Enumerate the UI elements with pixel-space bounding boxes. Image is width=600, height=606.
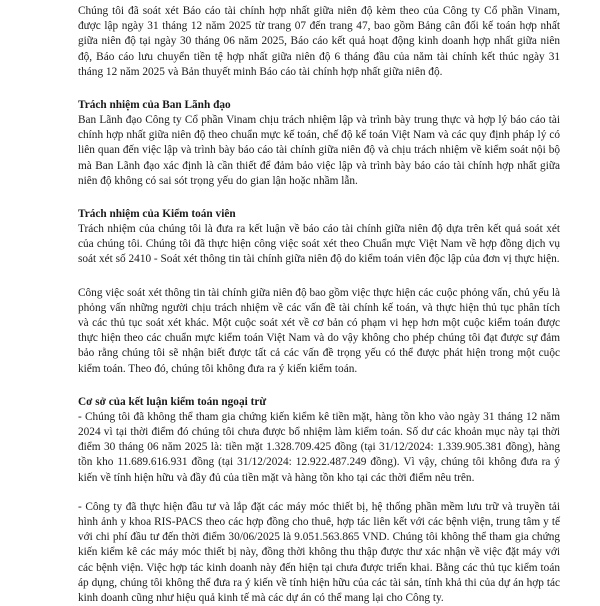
auditor-paragraph-2: Công việc soát xét thông tin tài chính giữa niên độ bao gồm việc thực hiện các cuộc phỏng vấn, chủ yếu là phỏng vấn những người chịu trách nhiệm về các vấn đề tài chính kế toán, và thực hiện thủ tục phân tích và các thủ tục soát xét khác. Một cuộc soát xét về cơ bản có phạm vi hẹp hơn một cuộc kiểm toán được thực hiện theo các chuẩn mực kiểm toán Việt Nam và do vậy không cho phép chúng tôi đạt được sự đảm bảo rằng chúng tôi sẽ nhận biết được tất cả các vấn đề trọng yếu có thể được phát hiện trong một cuộc kiểm toán. Theo đó, chúng tôi không đưa ra ý kiến kiểm toán. — [78, 286, 560, 375]
intro-paragraph: Chúng tôi đã soát xét Báo cáo tài chính hợp nhất giữa niên độ kèm theo của Công ty Cổ phần Vinam, được lập ngày 31 tháng 12 năm 2025 từ trang 07 đến trang 47, bao gồm Bảng cân đối kế toán hợp nhất giữa niên độ tại ngày 30 tháng 06 năm 2025, Báo cáo kết quả hoạt động kinh doanh hợp nhất giữa niên độ, Báo cáo lưu chuyển tiền tệ hợp nhất giữa niên độ 6 tháng đầu của năm tài chính kết thúc ngày 31 tháng 12 năm 2025 và Bản thuyết minh Báo cáo tài chính hợp nhất giữa niên độ. — [78, 5, 560, 78]
management-heading: Trách nhiệm của Ban Lãnh đạo — [78, 99, 231, 112]
basis-heading: Cơ sở của kết luận kiểm toán ngoại trừ — [78, 395, 267, 408]
basis-paragraph-1: - Chúng tôi đã không thể tham gia chứng kiến kiểm kê tiền mặt, hàng tồn kho vào ngày 31 tháng 12 năm 2024 vì tại thời điểm đó chúng tôi chưa được bổ nhiệm làm kiểm toán. Số dư các khoản mục này tại thời điểm 30 tháng 06 năm 2025 là: tiền mặt 1.328.709.425 đồng (tại 31/12/2024: 1.339.905.381 đồng), hàng tồn kho 11.689.616.931 đồng (tại 31/12/2024: 12.922.487.249 đồng). Vì vậy, chúng tôi không đưa ra ý kiến về tính hiện hữu và đầy đủ của tiền mặt và hàng tồn kho tại các thời điểm nêu trên. — [78, 410, 560, 484]
auditor-heading: Trách nhiệm của Kiểm toán viên — [78, 208, 236, 221]
auditor-paragraph-1: Trách nhiệm của chúng tôi là đưa ra kết luận về báo cáo tài chính giữa niên độ dựa trên kết quả soát xét của chúng tôi. Chúng tôi đã thực hiện công việc soát xét theo Chuẩn mực Việt Nam về hợp đồng dịch vụ soát xét số 2410 - Soát xét thông tin tài chính giữa niên độ do kiểm toán viên độc lập của đơn vị thực hiện. — [78, 223, 560, 266]
management-paragraph: Ban Lãnh đạo Công ty Cổ phần Vinam chịu trách nhiệm lập và trình bày trung thực và hợp lý báo cáo tài chính hợp nhất giữa niên độ theo chuẩn mực kế toán, chế độ kế toán Việt Nam và các quy định pháp lý có liên quan đến việc lập và trình bày báo cáo tài chính giữa niên độ và chịu trách nhiệm về kiểm soát nội bộ mà Ban Lãnh đạo xác định là cần thiết để đảm bảo việc lập và trình bày báo cáo tài chính hợp nhất giữa niên độ không có sai sót trọng yếu do gian lận hoặc nhầm lẫn. — [78, 114, 560, 187]
basis-paragraph-2: - Công ty đã thực hiện đầu tư và lắp đặt các máy móc thiết bị, hệ thống phần mềm lưu trữ và truyền tải hình ảnh y khoa RIS-PACS theo các hợp đồng cho thuê, hợp tác liên kết với các bệnh viện, trung tâm y tế với chi phí đầu tư đến thời điểm 30/06/2025 là 9.051.563.865 VND. Chúng tôi không thể tham gia chứng kiến kiểm kê các máy móc thiết bị này, đồng thời không thu thập được thư xác nhận về việc đặt máy với các bệnh viện. Việc hợp tác kinh doanh này đến hiện tại chưa được triển khai. Bằng các thủ tục kiểm toán áp dụng, chúng tôi không thể đưa ra ý kiến về tính hiện hữu của các tài sản, tính khả thi của dự án hợp tác kinh doanh cũng như hiệu quả kinh tế mà các dự án có thể mang lại cho Công ty. — [78, 500, 560, 605]
